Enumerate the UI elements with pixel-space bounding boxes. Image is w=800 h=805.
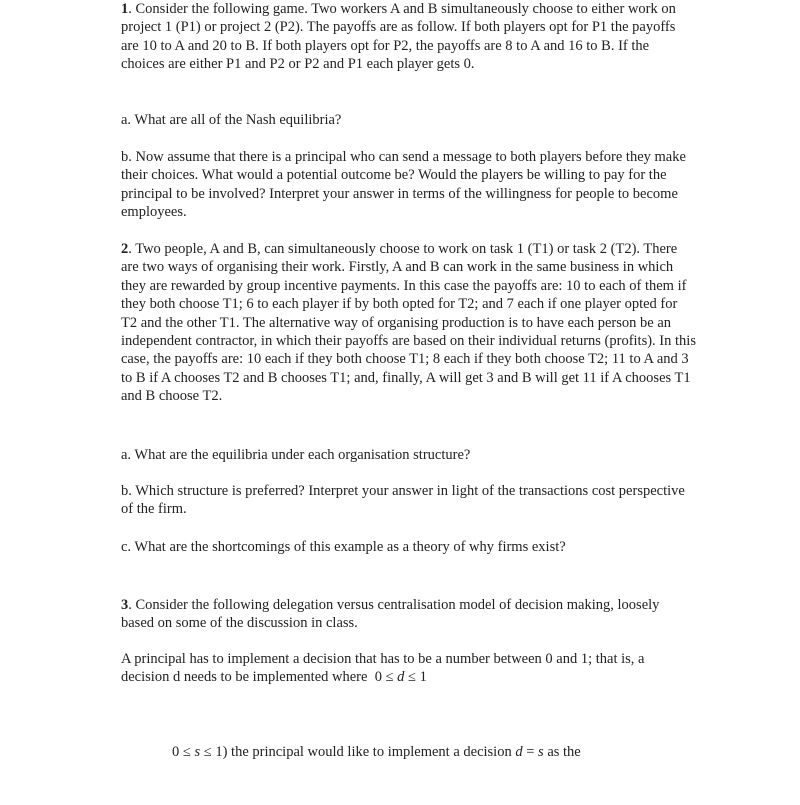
frag-text: 1) the principal would like to implement a decision <box>215 744 512 760</box>
question-number: 2 <box>121 241 129 257</box>
frag-le: ≤ <box>203 744 212 760</box>
frag-zero: 0 <box>172 744 180 760</box>
question-2a: a. What are the equilibria under each organisation structure? <box>121 447 471 463</box>
frag-d: d <box>515 744 523 760</box>
formula-one: 1 <box>419 669 427 686</box>
frag-s: s <box>194 744 201 760</box>
question-text: . Consider the following game. Two workers A and B simultaneously choose to either work on project 1 (P1) or project 2 (P2). The payoffs are as follow. If both players opt for P1 the payoffs are 10 to A and 20 to B. If both players opt for P2, the payoffs are 8 to A and 16 to B. If the choices are either P1 and P2 or P2 and P1 each player gets 0. <box>121 1 676 73</box>
formula-zero: 0 <box>374 669 382 686</box>
formula-le: ≤ <box>385 669 394 686</box>
decision-constraint <box>375 669 427 685</box>
frag-eq: = <box>526 744 535 760</box>
frag-le: ≤ <box>182 744 191 760</box>
question-1b: b. Now assume that there is a principal who can send a message to both players before they make their choices. What would a potential outcome be? Would the players be willing to pay for the principal to be involved? Interpret your answer in terms of the willingness for people to become employees. <box>121 149 686 221</box>
question-3-paragraph <box>121 650 696 687</box>
question-1 <box>121 0 696 74</box>
question-2b: b. Which structure is preferred? Interpret your answer in light of the transactions cost perspective of the firm. <box>121 483 685 518</box>
question-3-fragment <box>172 743 581 761</box>
question-number: 3 <box>121 597 129 613</box>
question-2c: c. What are the shortcomings of this example as a theory of why firms exist? <box>121 539 566 555</box>
paragraph-text: A principal has to implement a decision that has to be a number between 0 and 1; that is, a decision d needs to be implemented where <box>121 651 645 686</box>
question-3 <box>121 596 696 633</box>
question-text: . Two people, A and B, can simultaneously choose to work on task 1 (T1) or task 2 (T2). There are two ways of organising their work. Firstly, A and B can work in the same business in which they are rewarded by group incentive payments. In this case the payoffs are: 10 to each of them if they both choose T1; 6 to each player if by both opted for T2; and 7 each if one player opted for T2 and the other T1. The alternative way of organising production is to have each person be an independent contractor, in which their payoffs are based on their individual returns (profits). In this case, the payoffs are: 10 each if they both choose T1; 8 each if they both choose T2; 11 to A and 3 to B if A chooses T2 and B chooses T1; and, finally, A will get 3 and B will get 11 if A chooses T1 and B choose T2. <box>121 241 696 405</box>
frag-text-end: as the <box>547 744 581 760</box>
formula-d: d <box>397 669 405 686</box>
frag-s: s <box>538 744 544 760</box>
question-2 <box>121 240 696 406</box>
question-number: 1 <box>121 1 129 17</box>
formula-le: ≤ <box>408 669 416 686</box>
question-1a: a. What are all of the Nash equilibria? <box>121 112 342 128</box>
question-text: . Consider the following delegation versus centralisation model of decision making, loosely based on some of the discussion in class. <box>121 597 660 632</box>
